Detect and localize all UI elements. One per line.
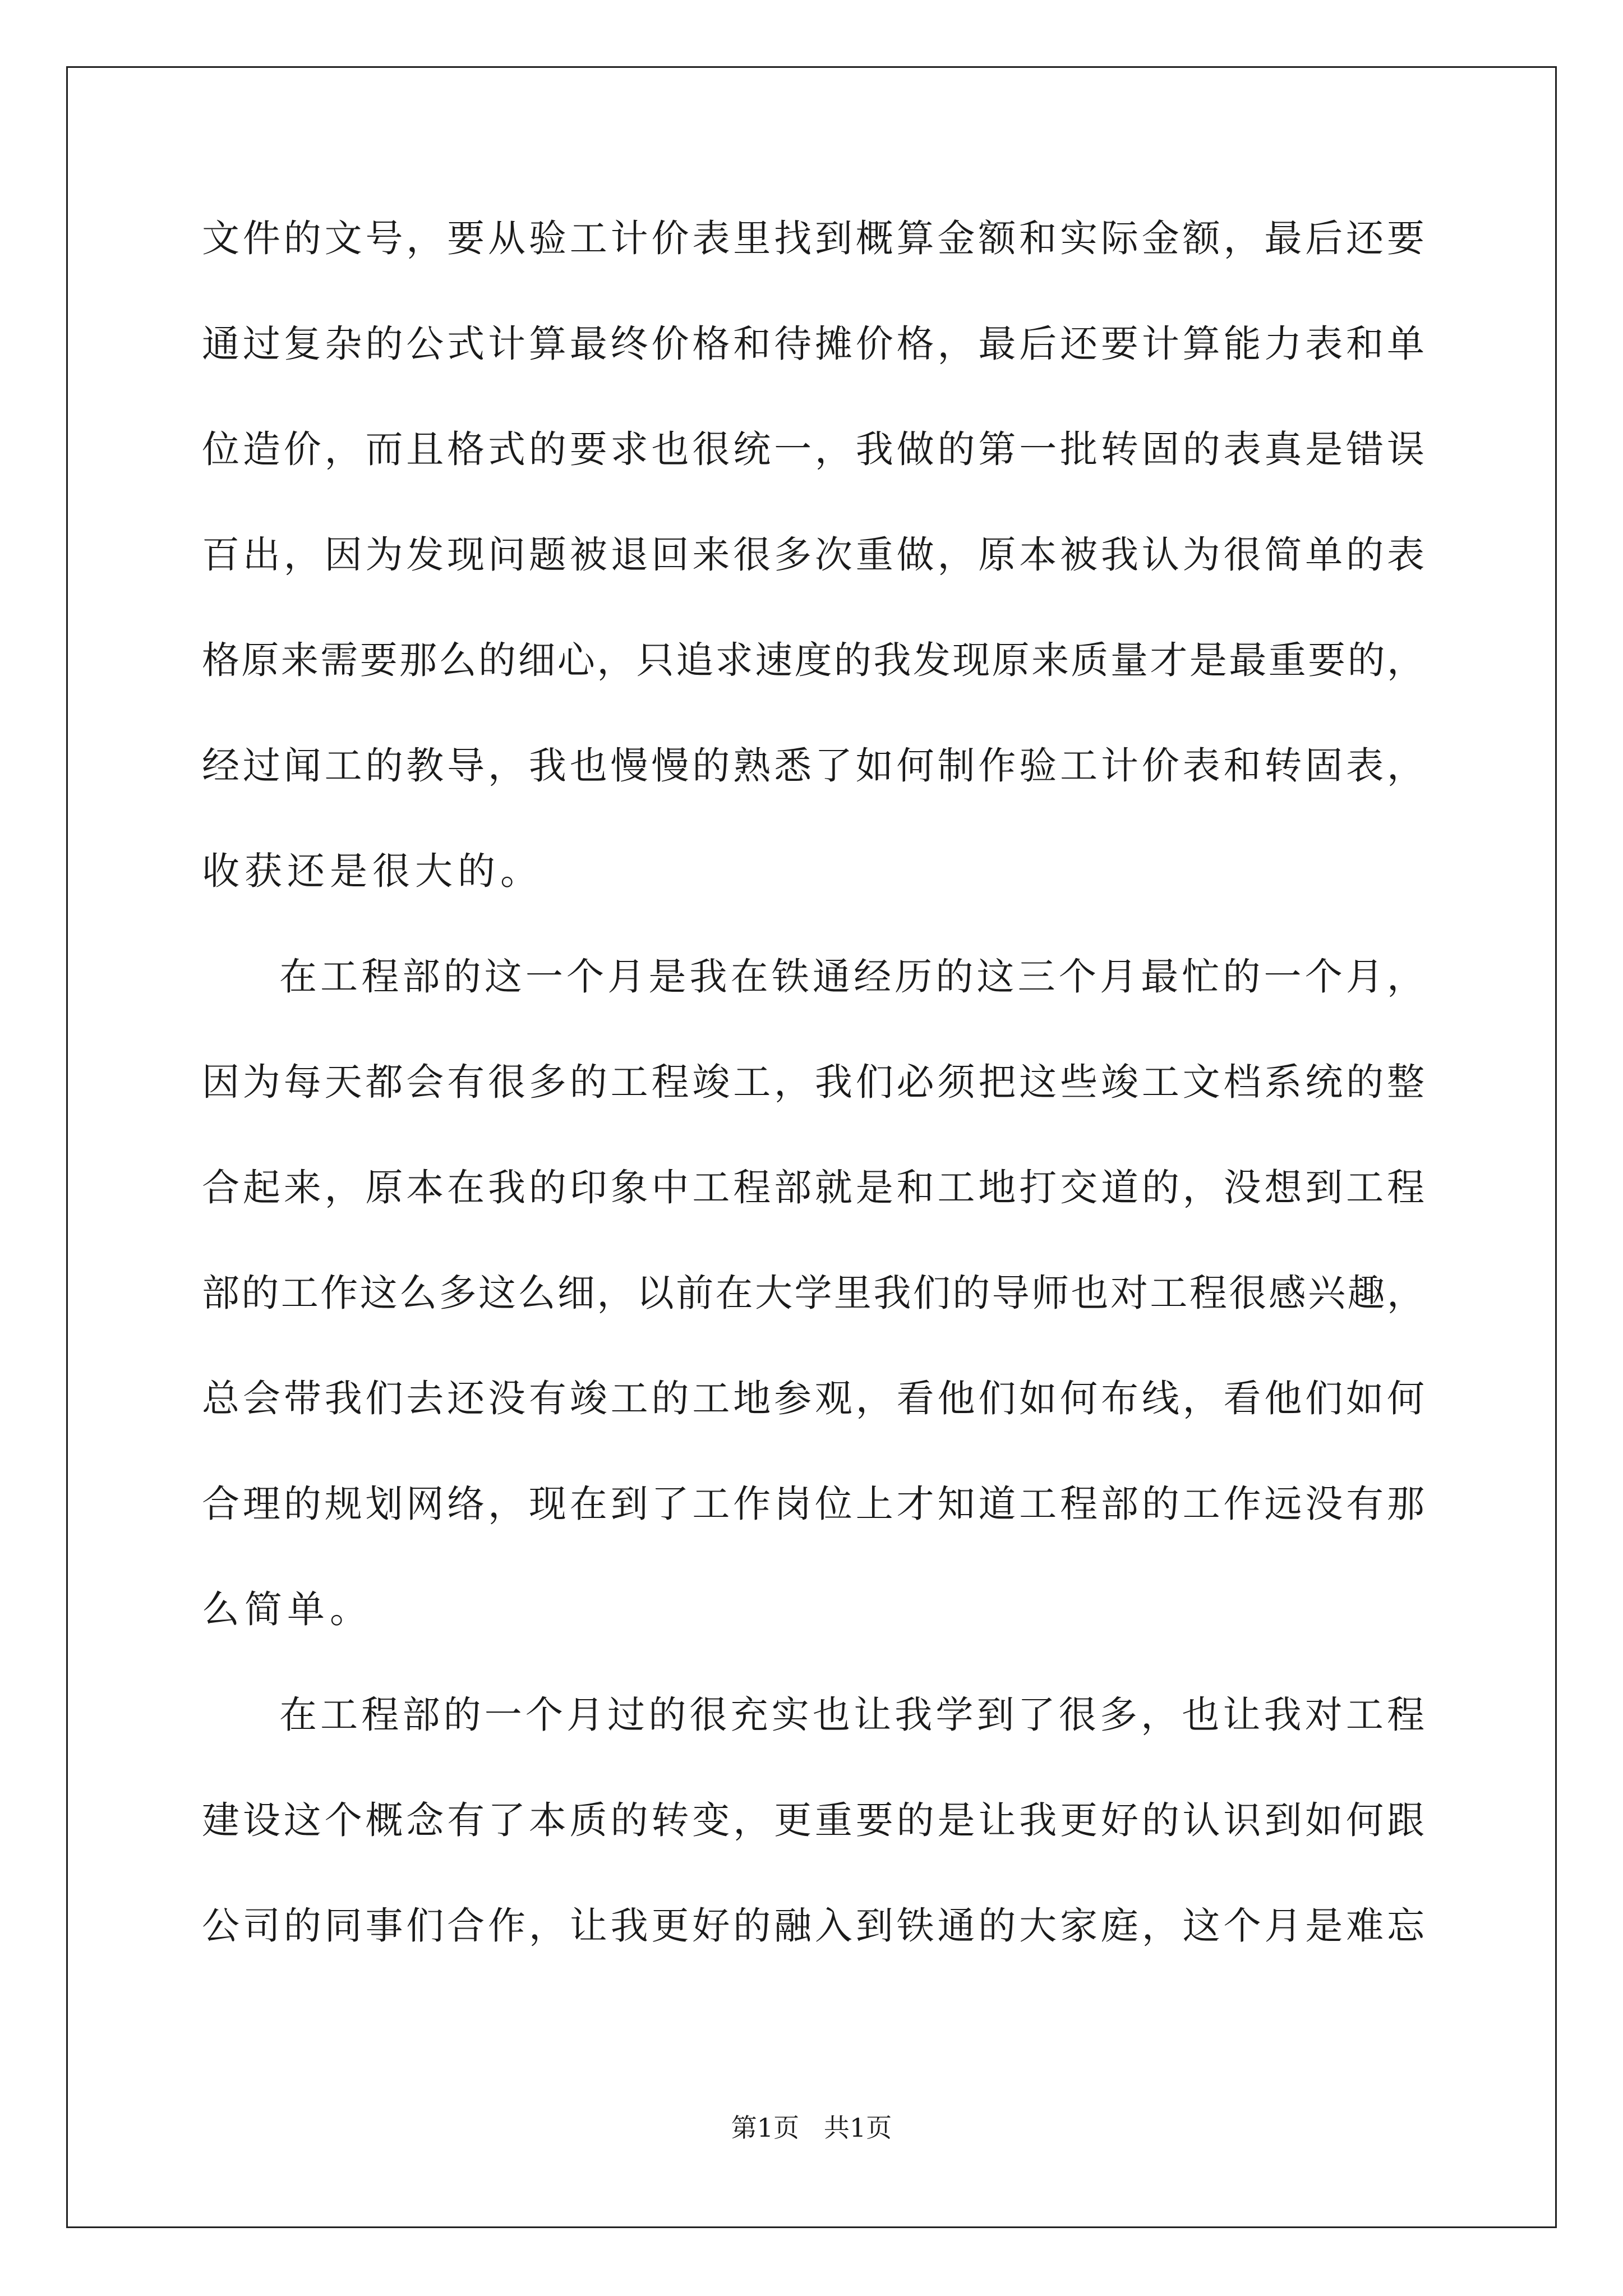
text-line: 在工程部的这一个月是我在铁通经历的这三个月最忙的一个月，: [279, 955, 1424, 999]
text-line: 格原来需要那么的细心，只追求速度的我发现原来质量才是最重要的，: [202, 638, 1424, 682]
text-line: 总会带我们去还没有竣工的工地参观，看他们如何布线，看他们如何: [202, 1377, 1424, 1420]
text-line: 文件的文号，要从验工计价表里找到概算金额和实际金额，最后还要: [202, 217, 1424, 260]
text-line: 合起来，原本在我的印象中工程部就是和工地打交道的，没想到工程: [202, 1166, 1424, 1209]
text-line: 经过闻工的教导，我也慢慢的熟悉了如何制作验工计价表和转固表，: [202, 744, 1424, 788]
text-line: 通过复杂的公式计算最终价格和待摊价格，最后还要计算能力表和单: [202, 322, 1424, 366]
text-line: 公司的同事们合作，让我更好的融入到铁通的大家庭，这个月是难忘: [202, 1904, 1424, 1948]
text-line: 么简单。: [202, 1588, 372, 1631]
text-line: 合理的规划网络，现在到了工作岗位上才知道工程部的工作远没有那: [202, 1482, 1424, 1526]
page-number-footer: 第1页 共1页: [731, 2113, 892, 2143]
text-line: 部的工作这么多这么细，以前在大学里我们的导师也对工程很感兴趣，: [202, 1271, 1424, 1315]
text-line: 因为每天都会有很多的工程竣工，我们必须把这些竣工文档系统的整: [202, 1060, 1424, 1104]
text-line: 建设这个概念有了本质的转变，更重要的是让我更好的认识到如何跟: [202, 1798, 1424, 1842]
text-line: 百出，因为发现问题被退回来很多次重做，原本被我认为很简单的表: [202, 533, 1424, 577]
text-line: 收获还是很大的。: [202, 849, 543, 893]
document-body: [202, 217, 1424, 2013]
text-line: 位造价，而且格式的要求也很统一，我做的第一批转固的表真是错误: [202, 427, 1424, 471]
text-line: 在工程部的一个月过的很充实也让我学到了很多，也让我对工程: [279, 1693, 1424, 1737]
